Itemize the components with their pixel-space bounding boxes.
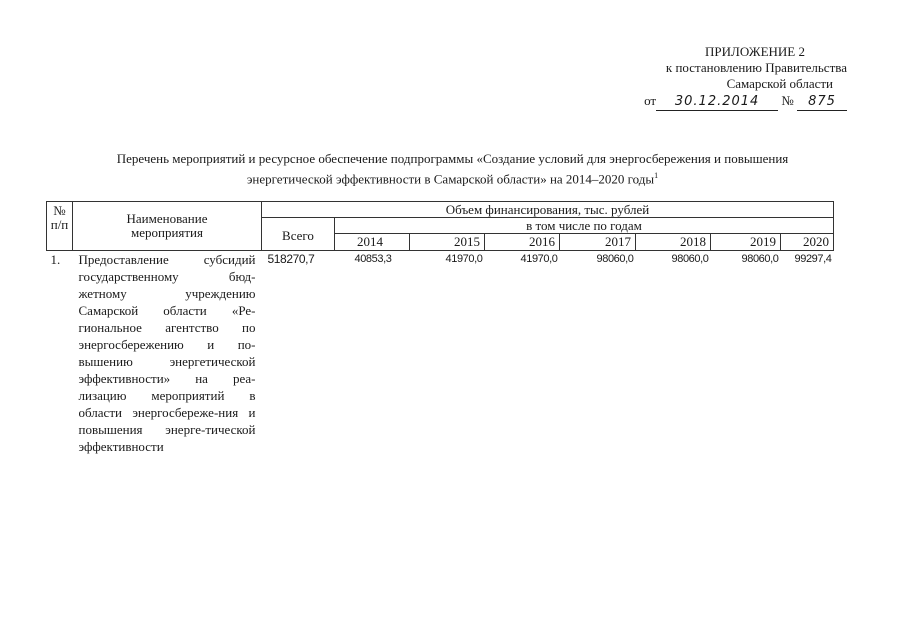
document-title (40, 150, 865, 187)
row-value-2019: 98060,0 (741, 253, 779, 265)
row-name: Предоставление субсидий государственному бюд-жетному учреждению Самарской области «Ре-гиональное агентство по энергосбережению и по-вышению энергетической эффективности» на реа-лизацию мероприятий в области энергосбереже-ния и повышения энерге-тической эффективности (78, 252, 256, 454)
appendix-line-2: к постановлению Правительства (665, 60, 847, 75)
row-value-2015: 41970,0 (445, 253, 483, 265)
row-total: 518270,7 (267, 252, 315, 266)
document-title-line-2: энергетической эффективности в Самарской области» на 2014–2020 годы$^1$ (246, 171, 659, 187)
handwritten-date: 30.12.2014 (656, 94, 778, 111)
row-value-2014: 40853,3 (354, 253, 392, 265)
header-year-2019: 2019 (711, 234, 781, 251)
header-funding: Объем финансирования, тыс. рублей (262, 202, 834, 218)
row-value-2020: 99297,4 (794, 253, 832, 265)
row-value-2017: 98060,0 (596, 253, 634, 265)
funding-table (46, 201, 834, 455)
appendix-line-3: Самарской области (726, 76, 833, 91)
handwritten-number: 875 (797, 94, 847, 111)
header-year-2016: 2016 (485, 234, 560, 251)
header-year-2015: 2015 (410, 234, 485, 251)
number-prefix: № (781, 93, 794, 108)
appendix-date-line (567, 93, 847, 111)
appendix-block (567, 44, 847, 111)
header-by-year: в том числе по годам (335, 218, 834, 234)
header-year-2020: 2020 (781, 234, 834, 251)
header-number: № п/п (47, 202, 73, 251)
header-year-2018: 2018 (636, 234, 711, 251)
appendix-title: ПРИЛОЖЕНИЕ 2 (705, 44, 805, 59)
header-name: Наименование мероприятия (73, 202, 262, 251)
footnote-mark: 1 (654, 171, 659, 180)
row-value-2016: 41970,0 (520, 253, 558, 265)
row-index: 1. (50, 252, 61, 267)
row-value-2018: 98060,0 (671, 253, 709, 265)
header-total: Всего (262, 218, 335, 251)
header-year-2017: 2017 (560, 234, 636, 251)
date-prefix: от (644, 93, 657, 108)
document-title-line-1: Перечень мероприятий и ресурсное обеспечение подпрограммы «Создание условий для энергосбережения и повышения (116, 151, 789, 166)
table-row (47, 251, 834, 456)
header-year-2014: 2014 (335, 234, 410, 251)
